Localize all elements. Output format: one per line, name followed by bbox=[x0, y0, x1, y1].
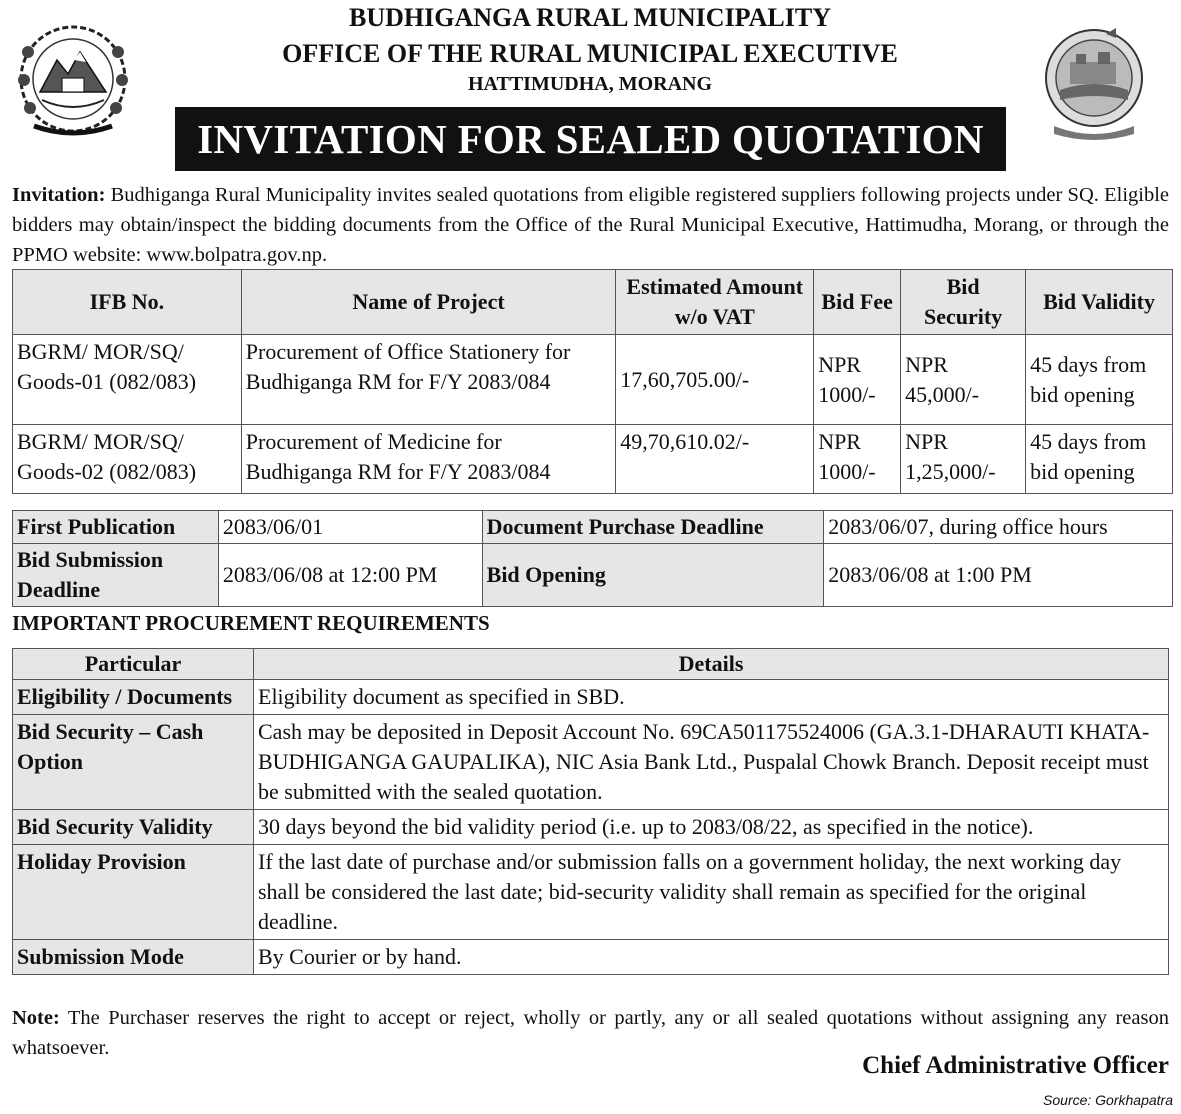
document-purchase-label: Document Purchase Deadline bbox=[482, 511, 824, 544]
ifb-header-bid-fee: Bid Fee bbox=[814, 270, 901, 335]
bid-fee: NPR 1000/- bbox=[814, 335, 901, 425]
requirement-details: Cash may be deposited in Deposit Account No. 69CA501175524006 (GA.3.1-DHARAUTI KHATA-BUDHIGANGA GAUPALIKA), NIC Asia Bank Ltd., Puspalal Chowk Branch. Deposit receipt must be submitted with the sealed quotation. bbox=[254, 715, 1169, 810]
requirements-heading: IMPORTANT PROCUREMENT REQUIREMENTS bbox=[12, 611, 490, 635]
nepal-government-emblem-icon bbox=[12, 22, 134, 140]
ifb-header-row bbox=[13, 270, 1173, 335]
signatory-title: Chief Administrative Officer bbox=[862, 1052, 1169, 1079]
ifb-header-estimated-amount: Estimated Amount w/o VAT bbox=[616, 270, 814, 335]
requirements-header-particular: Particular bbox=[13, 649, 254, 680]
ifb-header-project-name: Name of Project bbox=[241, 270, 616, 335]
requirement-particular: Submission Mode bbox=[13, 940, 254, 975]
requirements-table bbox=[12, 648, 1169, 975]
requirement-particular: Bid Security – Cash Option bbox=[13, 715, 254, 810]
first-publication-label: First Publication bbox=[13, 511, 219, 544]
dates-table bbox=[12, 510, 1173, 607]
requirement-details: Eligibility document as specified in SBD. bbox=[254, 680, 1169, 715]
requirements-header-row bbox=[13, 649, 1169, 680]
note-label: Note: bbox=[12, 1007, 60, 1029]
municipality-name: BUDHIGANGA RURAL MUNICIPALITY bbox=[348, 3, 831, 32]
requirement-details: By Courier or by hand. bbox=[254, 940, 1169, 975]
requirements-header-details: Details bbox=[254, 649, 1169, 680]
table-row bbox=[13, 335, 1173, 425]
ifb-header-ifb-no: IFB No. bbox=[13, 270, 242, 335]
table-row bbox=[13, 845, 1169, 940]
project-name: Procurement of Office Stationery for Budhiganga RM for F/Y 2083/084 bbox=[241, 335, 616, 425]
document-purchase-value: 2083/06/07, during office hours bbox=[824, 511, 1173, 544]
invitation-paragraph bbox=[12, 180, 1169, 270]
ifb-number: BGRM/ MOR/SQ/ Goods-01 (082/083) bbox=[13, 335, 242, 425]
table-row bbox=[13, 940, 1169, 975]
requirement-details: 30 days beyond the bid validity period (i.e. up to 2083/08/22, as specified in the notice). bbox=[254, 810, 1169, 845]
ifb-table bbox=[12, 269, 1173, 494]
bid-opening-label: Bid Opening bbox=[482, 544, 824, 607]
invitation-text: Budhiganga Rural Municipality invites sealed quotations from eligible registered suppliers following projects under SQ. Eligible bidders may obtain/inspect the bidding documents from the Office of the Rural Municipal Executive, Hattimudha, Morang, or through the PPMO website: www.bolpatra.gov.np. bbox=[12, 184, 1169, 266]
requirement-particular: Eligibility / Documents bbox=[13, 680, 254, 715]
estimated-amount: 17,60,705.00/- bbox=[616, 335, 814, 425]
table-row bbox=[13, 680, 1169, 715]
bid-validity: 45 days from bid opening bbox=[1026, 335, 1173, 425]
bid-submission-value: 2083/06/08 at 12:00 PM bbox=[218, 544, 482, 607]
first-publication-value: 2083/06/01 bbox=[218, 511, 482, 544]
bid-validity: 45 days from bid opening bbox=[1026, 425, 1173, 494]
table-row bbox=[13, 715, 1169, 810]
notice-title: INVITATION FOR SEALED QUOTATION bbox=[175, 107, 1006, 171]
table-row bbox=[13, 544, 1173, 607]
bid-security: NPR 45,000/- bbox=[901, 335, 1026, 425]
office-location: HATTIMUDHA, MORANG bbox=[467, 73, 713, 95]
note-text: The Purchaser reserves the right to accept or reject, wholly or partly, any or all sealed quotations without assigning any reason whatsoever. bbox=[12, 1007, 1169, 1059]
source-credit: Source: Gorkhapatra bbox=[1043, 1092, 1173, 1108]
table-row bbox=[13, 810, 1169, 845]
ifb-header-bid-validity: Bid Validity bbox=[1026, 270, 1173, 335]
ifb-header-bid-security: Bid Security bbox=[901, 270, 1026, 335]
invitation-label: Invitation: bbox=[12, 184, 106, 206]
requirement-particular: Holiday Provision bbox=[13, 845, 254, 940]
bid-security: NPR 1,25,000/- bbox=[901, 425, 1026, 494]
estimated-amount: 49,70,610.02/- bbox=[616, 425, 814, 494]
requirement-details: If the last date of purchase and/or submission falls on a government holiday, the next working day shall be considered the last date; bid-security validity shall remain as specified for the original deadline. bbox=[254, 845, 1169, 940]
requirement-particular: Bid Security Validity bbox=[13, 810, 254, 845]
table-row bbox=[13, 511, 1173, 544]
office-name: OFFICE OF THE RURAL MUNICIPAL EXECUTIVE bbox=[282, 39, 898, 68]
bid-fee: NPR 1000/- bbox=[814, 425, 901, 494]
table-row bbox=[13, 425, 1173, 494]
budhiganga-municipality-seal-icon bbox=[1040, 26, 1148, 140]
project-name: Procurement of Medicine for Budhiganga RM for F/Y 2083/084 bbox=[241, 425, 616, 494]
ifb-number: BGRM/ MOR/SQ/ Goods-02 (082/083) bbox=[13, 425, 242, 494]
bid-submission-label: Bid Submission Deadline bbox=[13, 544, 219, 607]
bid-opening-value: 2083/06/08 at 1:00 PM bbox=[824, 544, 1173, 607]
